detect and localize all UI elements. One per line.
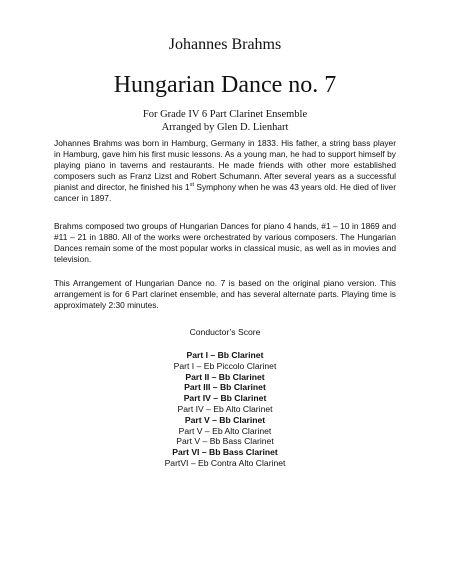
part-item: Part V – Bb Bass Clarinet bbox=[176, 436, 274, 447]
part-item: Part IV – Eb Alto Clarinet bbox=[177, 403, 273, 414]
subtitle-arranger: Arranged by Glen D. Lienhart bbox=[161, 122, 289, 133]
arrangement-paragraph: This Arrangement of Hungarian Dance no. 7 is based on the original piano version. This arrangement is for 6 Part clarinet ensemble, and has several alternate parts. Playing time is approximately 2:30 minutes. bbox=[54, 278, 396, 310]
subtitle-instrumentation: For Grade IV 6 Part Clarinet Ensemble bbox=[142, 109, 308, 120]
part-item: Part VI – Bb Bass Clarinet bbox=[172, 447, 278, 458]
part-item: PartVI – Eb Contra Alto Clarinet bbox=[164, 457, 286, 468]
part-item: Part V – Eb Alto Clarinet bbox=[178, 425, 272, 436]
page-title: Hungarian Dance no. 7 bbox=[113, 72, 337, 98]
ordinal-superscript: st bbox=[189, 182, 194, 189]
part-item: Part III – Bb Clarinet bbox=[184, 382, 266, 393]
biography-text-start: Johannes Brahms was born in Hamburg, Germany in 1833. His father, a string bass player in Hamburg, gave him his first music lessons. As a young man, he had to support himself by playing piano in taverns and restaurants. He made friends with other more established composers such as Franz Lizst and Robert Schumann. After several years as a successful pianist and director, he finished his 1 bbox=[54, 138, 396, 192]
score-heading: Conductor’s Score bbox=[189, 327, 261, 337]
part-item: Part I – Bb Clarinet bbox=[186, 350, 264, 360]
subtitle bbox=[0, 108, 450, 134]
part-item: Part V – Bb Clarinet bbox=[184, 414, 266, 425]
biography-paragraph bbox=[54, 138, 396, 204]
parts-list bbox=[0, 350, 450, 469]
part-item: Part I – Eb Piccolo Clarinet bbox=[173, 360, 277, 371]
composer-name: Johannes Brahms bbox=[168, 36, 282, 53]
biography-text-end: Symphony when he was 43 years old. He died of liver cancer in 1897. bbox=[54, 182, 396, 203]
hungarian-dances-paragraph: Brahms composed two groups of Hungarian Dances for piano 4 hands, #1 – 10 in 1869 and #11 – 21 in 1880. All of the works were orchestrated by various composers. The Hungarian Dances remain some of the most popular works in classical music, as well as in movies and television. bbox=[54, 221, 396, 264]
part-item: Part IV – Bb Clarinet bbox=[183, 393, 267, 404]
part-item: Part II – Bb Clarinet bbox=[185, 371, 265, 382]
